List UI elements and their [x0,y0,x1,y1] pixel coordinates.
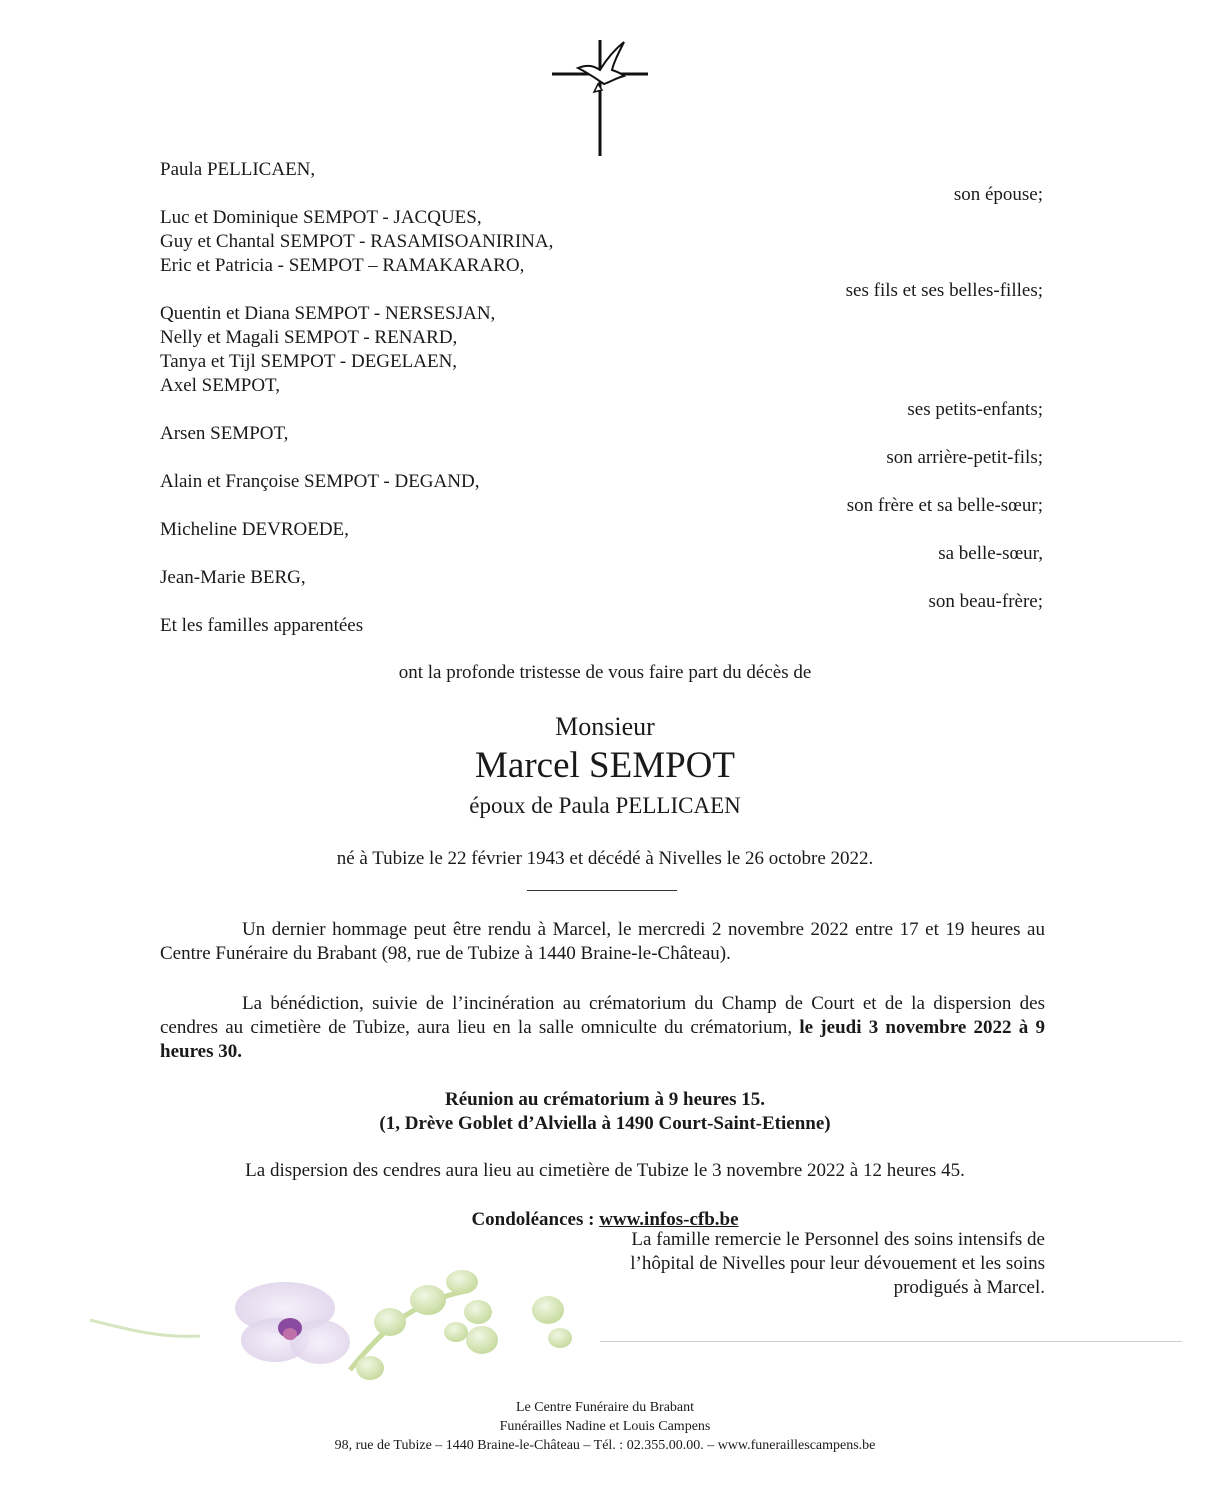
thanks-block [575,1228,1045,1300]
relation-label: sa belle-sœur, [938,543,1043,564]
thanks-line: prodigués à Marcel. [893,1277,1045,1298]
hommage-text: Un dernier hommage peut être rendu à Marcel, le mercredi 2 novembre 2022 entre 17 et 19 heures au Centre Funéraire du Brabant (98, rue de Tubize à 1440 Braine-le-Château). [160,919,1045,964]
hommage-paragraph [160,918,1045,966]
footer-line-1: Le Centre Funéraire du Brabant [515,1400,695,1415]
relative-name: Micheline DEVROEDE, [160,519,349,540]
relative-name: Luc et Dominique SEMPOT - JACQUES, [160,207,482,228]
benediction-text: La bénédiction, suivie de l’incinération au crématorium du Champ de Court et de la dispersion des cendres au cimetière de Tubize, aura lieu en la salle omniculte du crématorium, [160,993,1045,1038]
relative-name: Jean-Marie BERG, [160,567,306,588]
relation-label: son beau-frère; [928,591,1043,612]
spouse-line: époux de Paula PELLICAEN [469,793,741,818]
honorific: Monsieur [555,712,655,741]
relative-name: Axel SEMPOT, [160,375,280,396]
announcement: ont la profonde tristesse de vous faire part du décès de [398,662,812,683]
relation-label: son arrière-petit-fils; [886,447,1043,468]
birth-death-dates: né à Tubize le 22 février 1943 et décédé à Nivelles le 26 octobre 2022. [336,848,874,869]
dispersion-line: La dispersion des cendres aura lieu au cimetière de Tubize le 3 novembre 2022 à 12 heures 45. [245,1160,965,1181]
relation-label: son frère et sa belle-sœur; [846,495,1043,516]
deceased-name: Marcel SEMPOT [475,745,735,786]
cross-with-dove-icon [548,32,652,158]
relative-name: Guy et Chantal SEMPOT - RASAMISOANIRINA, [160,231,554,252]
thanks-line: l’hôpital de Nivelles pour leur dévouement et les soins [630,1253,1045,1274]
relative-name: Et les familles apparentées [160,615,364,636]
relation-label: ses fils et ses belles-filles; [845,280,1043,301]
footer-divider [600,1341,1182,1342]
thanks-line: La famille remercie le Personnel des soins intensifs de [631,1229,1045,1250]
relative-name: Eric et Patricia - SEMPOT – RAMAKARARO, [160,255,525,276]
condolences-link[interactable]: www.infos-cfb.be [599,1209,739,1230]
relative-name: Quentin et Diana SEMPOT - NERSESJAN, [160,303,496,324]
orchid-flower-icon [90,1260,610,1410]
relation-label: ses petits-enfants; [907,399,1043,420]
separator-line [527,890,677,891]
relative-name: Arsen SEMPOT, [160,423,289,444]
benediction-date: le jeudi 3 novembre 2022 à 9 heures 30. [160,1017,1045,1062]
relative-name: Paula PELLICAEN, [160,159,316,180]
benediction-paragraph [160,992,1045,1064]
relation-label: son épouse; [953,184,1043,205]
reunion-line-2: (1, Drève Goblet d’Alviella à 1490 Court-Saint-Etienne) [379,1113,831,1134]
relative-name: Nelly et Magali SEMPOT - RENARD, [160,327,458,348]
footer-line-3: 98, rue de Tubize – 1440 Braine-le-Château – Tél. : 02.355.00.00. – www.funeraillescampens.be [334,1438,876,1453]
relative-name: Alain et Françoise SEMPOT - DEGAND, [160,471,480,492]
condolences-label: Condoléances : [471,1209,600,1230]
relative-name: Tanya et Tijl SEMPOT - DEGELAEN, [160,351,458,372]
reunion-line-1: Réunion au crématorium à 9 heures 15. [445,1089,765,1110]
footer-line-2: Funérailles Nadine et Louis Campens [499,1419,711,1434]
